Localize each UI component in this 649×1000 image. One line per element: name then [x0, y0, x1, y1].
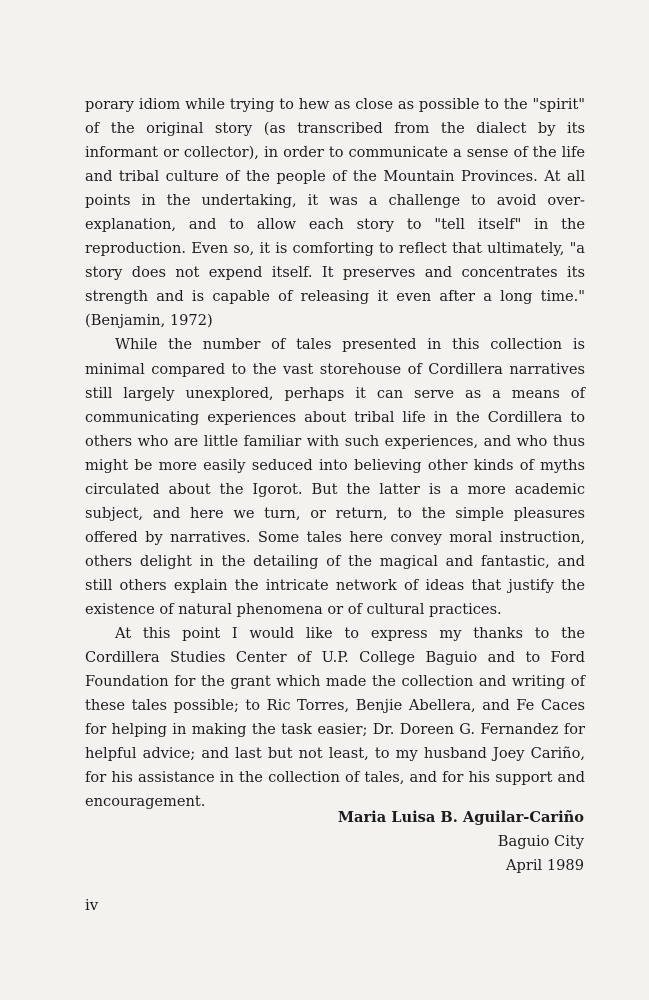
author-place: Baguio City: [497, 833, 584, 850]
preface-body: [85, 93, 585, 814]
signature-block: [338, 806, 584, 878]
page-number: iv: [85, 896, 99, 914]
paragraph-collection-scope: While the number of tales presented in this collection is minimal compared to the vast storehouse of Cordillera narratives still largely unexplored, perhaps it can serve as a means of communicating experiences about tribal life in the Cordillera to others who are little familiar with such experiences, and who thus might be more easily seduced into believing other kinds of myths circulated about the Igorot. But the latter is a more academic subject, and here we turn, or return, to the simple pleasures offered by narratives. Some tales here convey moral instruction, others delight in the detailing of the magical and fantastic, and still others explain the intricate network of ideas that justify the existence of natural phenomena or of cultural practices.: [85, 336, 585, 618]
author-date: April 1989: [506, 857, 584, 874]
author-name: Maria Luisa B. Aguilar-Cariño: [337, 809, 584, 826]
paragraph-acknowledgements: At this point I would like to express my thanks to the Cordillera Studies Center of U.P. College Baguio and to Ford Foundation for the grant which made the collection and writing of these tales possible; to Ric Torres, Benjie Abellera, and Fe Caces for helping in making the task easier; Dr. Doreen G. Fernandez for helpful advice; and last but not least, to my husband Joey Cariño, for his assistance in the collection of tales, and for his support and encouragement.: [85, 625, 585, 811]
paragraph-continued: porary idiom while trying to hew as close as possible to the "spirit" of the original story (as transcribed from the dialect by its informant or collector), in order to communicate a sense of the life and tribal culture of the people of the Mountain Provinces. At all points in the undertaking, it was a challenge to avoid over-explanation, and to allow each story to "tell itself" in the reproduction. Even so, it is comforting to reflect that ultimately, "a story does not expend itself. It preserves and concentrates its strength and is capable of releasing it even after a long time."(Benjamin, 1972): [85, 96, 585, 330]
